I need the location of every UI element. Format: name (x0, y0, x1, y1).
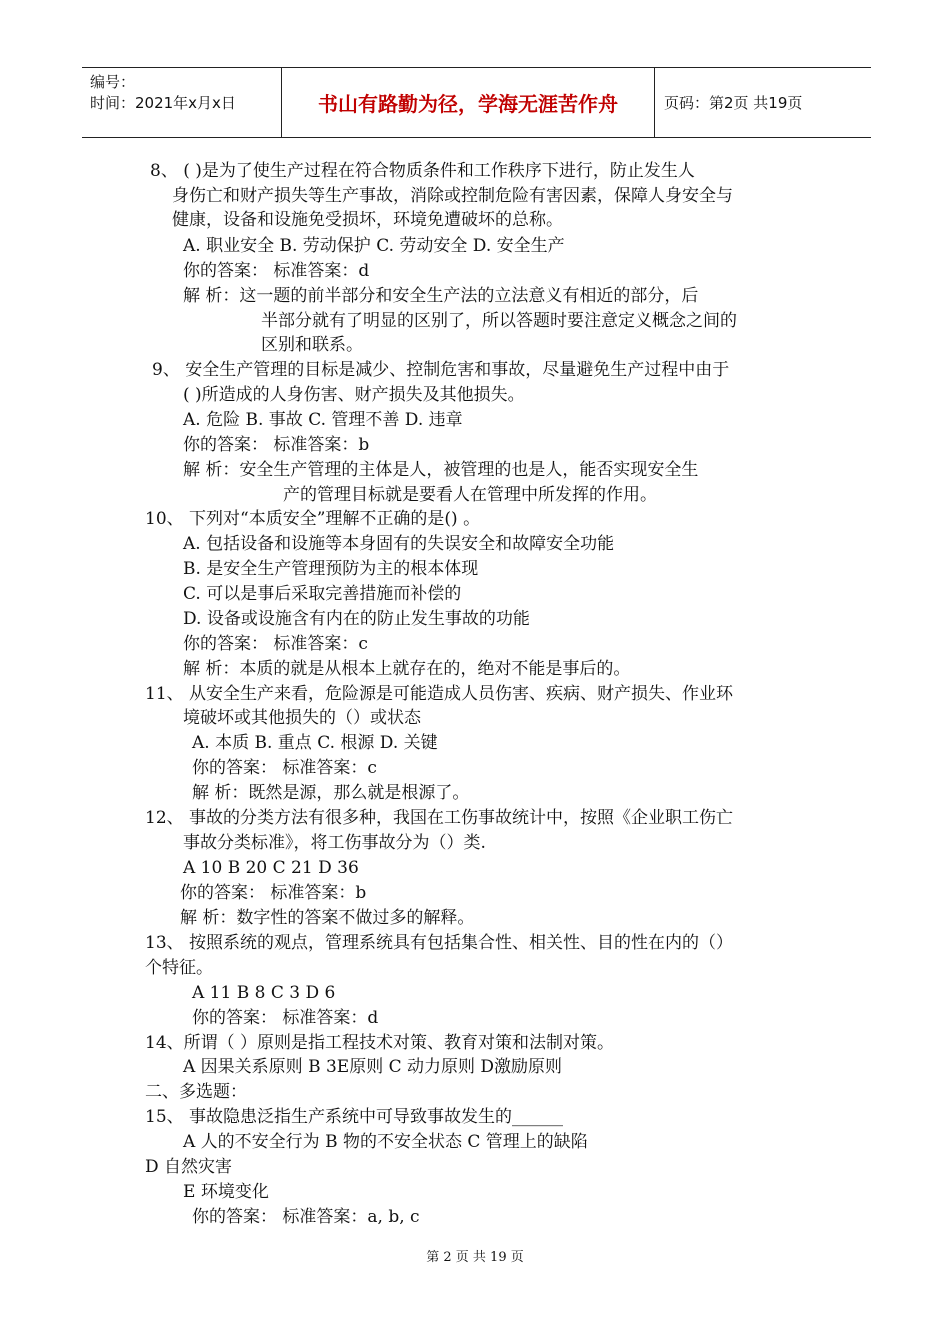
question-line: 境破坏或其他损失的（）或状态 (183, 708, 421, 728)
date-label: 时间：2021年x月x日 (90, 94, 236, 112)
options-line: A 11 B 8 C 3 D 6 (192, 983, 336, 1003)
motto: 书山有路勤为径，学海无涯苦作舟 (318, 92, 618, 116)
question-line: 10、 下列对“本质安全”理解不正确的是() 。 (145, 509, 481, 529)
option-line: B. 是安全生产管理预防为主的根本体现 (183, 559, 479, 579)
page-info: 页码：第2页 共19页 (664, 94, 803, 112)
analysis-line: 解 析：安全生产管理的主体是人，被管理的也是人，能否实现安全生 (183, 460, 699, 480)
page-footer: 第 2 页 共 19 页 (426, 1250, 524, 1265)
analysis-line: 产的管理目标就是要看人在管理中所发挥的作用。 (283, 485, 657, 505)
analysis-line: 解 析：数字性的答案不做过多的解释。 (180, 908, 475, 928)
question-line: 8、 ( )是为了使生产过程在符合物质条件和工作秩序下进行，防止发生人 (150, 161, 695, 181)
answer-line: 你的答案： 标准答案：b (180, 883, 367, 903)
options-line: A. 职业安全 B. 劳动保护 C. 劳动安全 D. 安全生产 (183, 236, 565, 256)
answer-line: 你的答案： 标准答案：d (192, 1008, 379, 1028)
header-divider (654, 68, 655, 137)
question-line: 个特征。 (145, 958, 213, 978)
question-line: 15、 事故隐患泛指生产系统中可导致事故发生的______ (145, 1107, 564, 1127)
answer-line: 你的答案： 标准答案：d (183, 261, 370, 281)
option-line: C. 可以是事后采取完善措施而补偿的 (183, 584, 462, 604)
serial-label: 编号： (90, 73, 136, 91)
answer-line: 你的答案： 标准答案：c (183, 634, 368, 654)
analysis-line: 解 析：本质的就是从根本上就存在的，绝对不能是事后的。 (183, 659, 631, 679)
question-line: 11、 从安全生产来看，危险源是可能造成人员伤害、疾病、财产损失、作业环 (145, 684, 734, 704)
analysis-line: 区别和联系。 (261, 335, 363, 355)
answer-line: 你的答案： 标准答案：a, b, c (192, 1207, 420, 1227)
question-line: ( )所造成的人身伤害、财产损失及其他损失。 (183, 385, 525, 405)
question-line: 事故分类标准》，将工伤事故分为（）类. (183, 833, 486, 853)
option-line: D. 设备或设施含有内在的防止发生事故的功能 (183, 609, 530, 629)
page-header (82, 67, 871, 138)
question-line: 9、 安全生产管理的目标是减少、控制危害和事故，尽量避免生产过程中由于 (152, 360, 730, 380)
answer-line: 你的答案： 标准答案：c (192, 758, 377, 778)
question-line: 身伤亡和财产损失等生产事故，消除或控制危险有害因素，保障人身安全与 (172, 186, 733, 206)
options-line: A. 危险 B. 事故 C. 管理不善 D. 违章 (183, 410, 463, 430)
question-line: 14、所谓（ ）原则是指工程技术对策、教育对策和法制对策。 (145, 1033, 615, 1053)
options-line: A 因果关系原则 B 3E原则 C 动力原则 D激励原则 (183, 1057, 563, 1077)
question-line: 健康，设备和设施免受损坏，环境免遭破坏的总称。 (172, 210, 563, 230)
question-line: 12、 事故的分类方法有很多种，我国在工伤事故统计中，按照《企业职工伤亡 (145, 808, 734, 828)
analysis-line: 半部分就有了明显的区别了，所以答题时要注意定义概念之间的 (261, 311, 737, 331)
option-line: A. 包括设备和设施等本身固有的失误安全和故障安全功能 (183, 534, 615, 554)
options-line: A. 本质 B. 重点 C. 根源 D. 关键 (192, 733, 438, 753)
analysis-line: 解 析：这一题的前半部分和安全生产法的立法意义有相近的部分，后 (183, 286, 699, 306)
section-heading: 二、多选题： (145, 1082, 247, 1102)
question-line: 13、 按照系统的观点，管理系统具有包括集合性、相关性、目的性在内的（） (145, 933, 734, 953)
options-line: A 人的不安全行为 B 物的不安全状态 C 管理上的缺陷 (183, 1132, 588, 1152)
header-meta (90, 72, 236, 114)
analysis-line: 解 析：既然是源，那么就是根源了。 (192, 783, 470, 803)
options-line: A 10 B 20 C 21 D 36 (183, 858, 359, 878)
options-line: D 自然灾害 (145, 1157, 233, 1177)
options-line: E 环境变化 (183, 1182, 269, 1202)
answer-line: 你的答案： 标准答案：b (183, 435, 370, 455)
